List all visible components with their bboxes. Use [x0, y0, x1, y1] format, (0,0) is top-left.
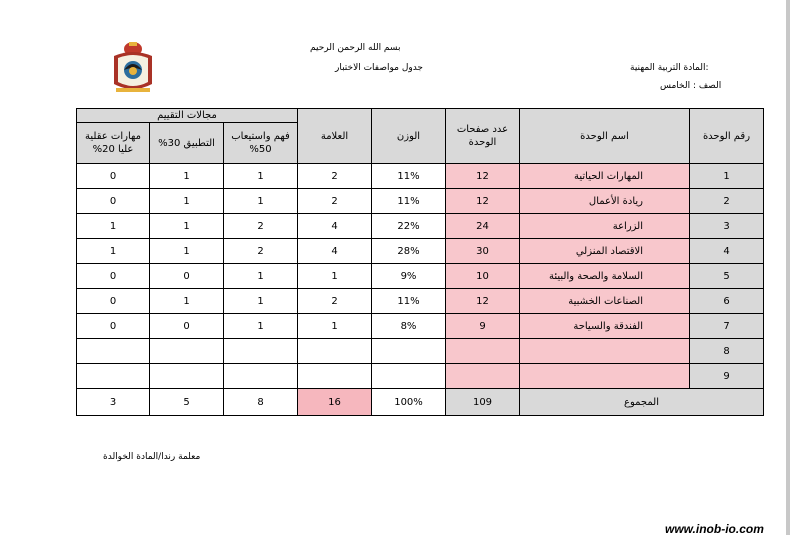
skills-cell: 0	[77, 189, 150, 214]
weight-cell: 11%	[372, 189, 446, 214]
subject-label: :المادة التربية المهنية	[630, 63, 709, 73]
unit-no-cell: 2	[690, 189, 764, 214]
total-skills: 3	[77, 389, 150, 416]
skills-cell: 0	[77, 314, 150, 339]
pages-cell: 12	[446, 164, 520, 189]
assessment-group-header: مجالات التقييم	[77, 109, 298, 123]
weight-cell: 22%	[372, 214, 446, 239]
table-row	[77, 214, 764, 239]
understanding-cell: 2	[224, 239, 298, 264]
mark-cell: 4	[298, 214, 372, 239]
unit-name-cell: الزراعة	[520, 214, 690, 239]
total-label: المجموع	[520, 389, 764, 416]
col-application: التطبيق 30%	[150, 123, 224, 164]
total-mark: 16	[298, 389, 372, 416]
total-weight: 100%	[372, 389, 446, 416]
unit-name-cell: السلامة والصحة والبيئة	[520, 264, 690, 289]
table-row	[77, 339, 764, 364]
understanding-cell: 1	[224, 189, 298, 214]
mark-cell: 2	[298, 164, 372, 189]
unit-name-cell: الفندقة والسياحة	[520, 314, 690, 339]
skills-cell	[77, 364, 150, 389]
website-watermark: www.inob-io.com	[665, 522, 764, 536]
specification-table	[76, 108, 764, 416]
mark-cell: 1	[298, 314, 372, 339]
col-skills: مهارات عقلية عليا 20%	[77, 123, 150, 164]
understanding-cell: 1	[224, 314, 298, 339]
col-weight: الوزن	[372, 109, 446, 164]
pages-cell	[446, 339, 520, 364]
pages-cell: 12	[446, 289, 520, 314]
grade-label: الصف : الخامس	[660, 81, 722, 91]
unit-no-cell: 7	[690, 314, 764, 339]
pages-cell: 9	[446, 314, 520, 339]
weight-cell: 11%	[372, 289, 446, 314]
unit-no-cell: 8	[690, 339, 764, 364]
understanding-cell: 1	[224, 164, 298, 189]
spec-table-title: جدول مواصفات الاختبار	[335, 63, 423, 73]
table-row	[77, 314, 764, 339]
understanding-cell: 1	[224, 264, 298, 289]
unit-name-cell: ريادة الأعمال	[520, 189, 690, 214]
application-cell	[150, 364, 224, 389]
application-cell: 1	[150, 239, 224, 264]
weight-cell	[372, 339, 446, 364]
bismillah-heading: بسم الله الرحمن الرحيم	[310, 43, 401, 53]
total-understanding: 8	[224, 389, 298, 416]
mark-cell: 2	[298, 289, 372, 314]
col-unit-no: رقم الوحدة	[690, 109, 764, 164]
pages-cell: 24	[446, 214, 520, 239]
skills-cell	[77, 339, 150, 364]
table-body	[77, 164, 764, 416]
col-unit-name: اسم الوحدة	[520, 109, 690, 164]
pages-cell: 12	[446, 189, 520, 214]
weight-cell: 11%	[372, 164, 446, 189]
application-cell: 0	[150, 264, 224, 289]
weight-cell: 28%	[372, 239, 446, 264]
table-row	[77, 189, 764, 214]
application-cell	[150, 339, 224, 364]
unit-name-cell	[520, 339, 690, 364]
application-cell: 1	[150, 289, 224, 314]
total-row	[77, 389, 764, 416]
mark-cell	[298, 364, 372, 389]
skills-cell: 0	[77, 289, 150, 314]
col-pages: عدد صفحات الوحدة	[446, 109, 520, 164]
unit-name-cell: الاقتصاد المنزلي	[520, 239, 690, 264]
understanding-cell: 2	[224, 214, 298, 239]
total-application: 5	[150, 389, 224, 416]
unit-name-cell: المهارات الحياتية	[520, 164, 690, 189]
skills-cell: 0	[77, 264, 150, 289]
unit-no-cell: 9	[690, 364, 764, 389]
understanding-cell	[224, 364, 298, 389]
table-row	[77, 289, 764, 314]
application-cell: 1	[150, 189, 224, 214]
unit-name-cell: الصناعات الخشبية	[520, 289, 690, 314]
understanding-cell: 1	[224, 289, 298, 314]
pages-cell: 10	[446, 264, 520, 289]
teacher-signature: معلمة رندا/المادة الخوالدة	[103, 452, 201, 462]
pages-cell	[446, 364, 520, 389]
weight-cell: 8%	[372, 314, 446, 339]
skills-cell: 1	[77, 214, 150, 239]
col-understanding: فهم واستيعاب 50%	[224, 123, 298, 164]
unit-no-cell: 3	[690, 214, 764, 239]
mark-cell: 4	[298, 239, 372, 264]
mark-cell: 1	[298, 264, 372, 289]
application-cell: 1	[150, 214, 224, 239]
application-cell: 1	[150, 164, 224, 189]
unit-no-cell: 6	[690, 289, 764, 314]
skills-cell: 0	[77, 164, 150, 189]
understanding-cell	[224, 339, 298, 364]
unit-no-cell: 4	[690, 239, 764, 264]
table-row	[77, 264, 764, 289]
unit-no-cell: 1	[690, 164, 764, 189]
unit-name-cell	[520, 364, 690, 389]
skills-cell: 1	[77, 239, 150, 264]
mark-cell: 2	[298, 189, 372, 214]
table-row	[77, 164, 764, 189]
weight-cell	[372, 364, 446, 389]
col-mark: العلامة	[298, 109, 372, 164]
unit-no-cell: 5	[690, 264, 764, 289]
pages-cell: 30	[446, 239, 520, 264]
page-right-edge	[786, 0, 790, 535]
table-row	[77, 364, 764, 389]
table-row	[77, 239, 764, 264]
coat-of-arms-icon	[108, 40, 158, 96]
total-pages: 109	[446, 389, 520, 416]
weight-cell: 9%	[372, 264, 446, 289]
application-cell: 0	[150, 314, 224, 339]
mark-cell	[298, 339, 372, 364]
